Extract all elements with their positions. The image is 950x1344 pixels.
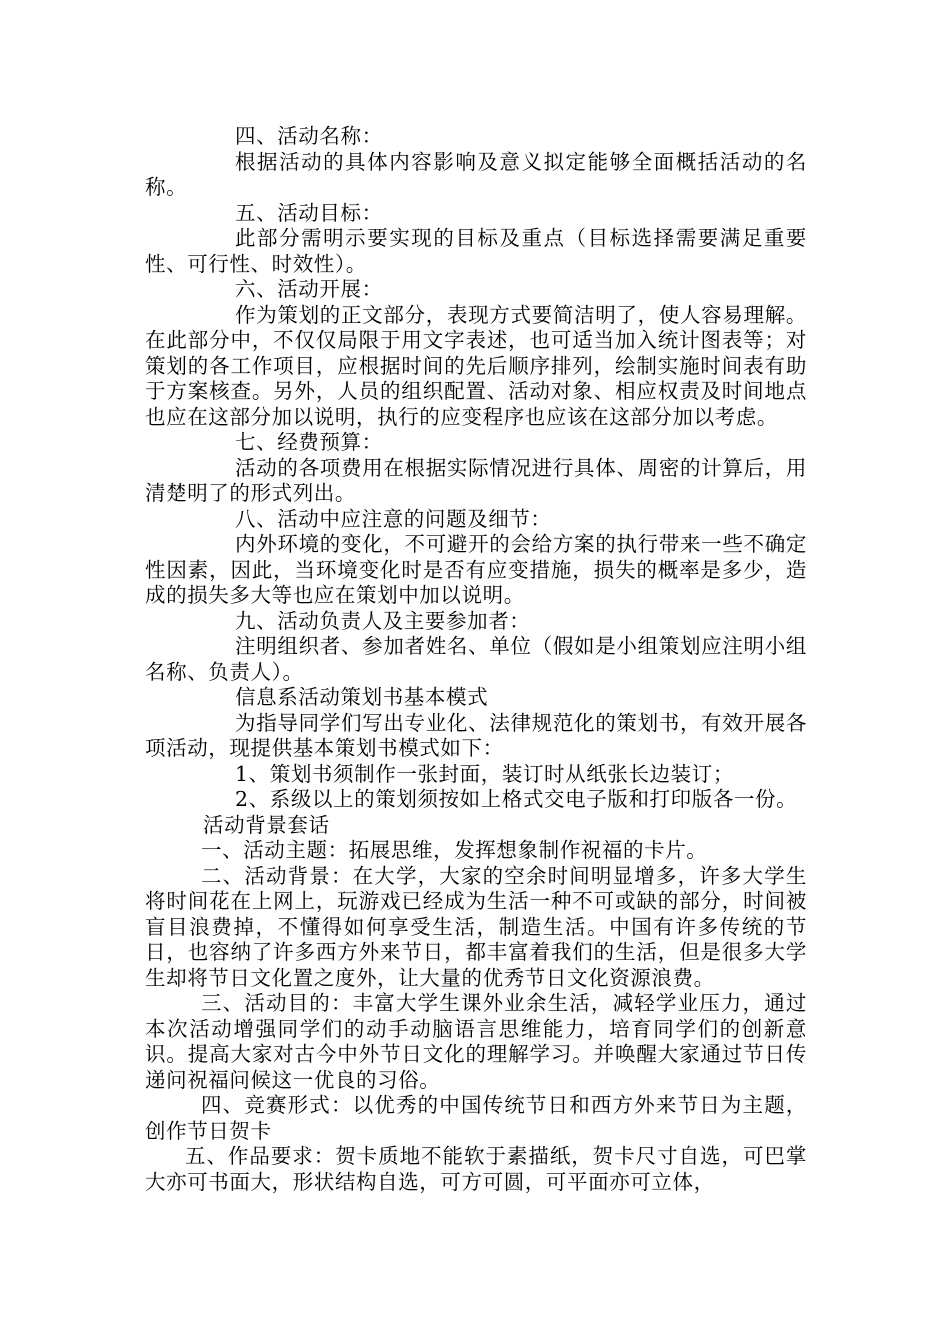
paragraph-notes: 内外环境的变化，不可避开的会给方案的执行带来一些不确定性因素，因此，当环境变化时是否有应变措施，损失的概率是多少，造成的损失多大等也应在策划中加以说明。 (145, 532, 807, 607)
paragraph-background: 二、活动背景：在大学，大家的空余时间明显增多，许多大学生将时间花在上网上，玩游戏已经成为生活一种不可或缺的部分，时间被盲目浪费掉，不懂得如何享受生活，制造生活。中国有许多传统的节日，也容纳了许多西方外来节日，都丰富着我们的生活，但是很多大学生却将节日文化置之度外，让大量的优秀节日文化资源浪费。 (145, 863, 807, 990)
heading-activity-goal: 五、活动目标： (235, 200, 383, 225)
section-title-template: 信息系活动策划书基本模式 (235, 685, 489, 709)
paragraph-responsible: 注明组织者、参加者姓名、单位（假如是小组策划应注明小组名称、负责人）。 (145, 634, 807, 684)
paragraph-theme: 一、活动主题：拓展思维，发挥想象制作祝福的卡片。 (201, 838, 708, 862)
list-item-submission: 2、系级以上的策划须按如上格式交电子版和打印版各一份。 (235, 787, 798, 811)
heading-activity-execution: 六、活动开展： (235, 277, 383, 301)
document-body (145, 124, 807, 1195)
heading-budget: 七、经费预算： (235, 430, 383, 454)
heading-notes: 八、活动中应注意的问题及细节： (235, 506, 552, 531)
paragraph-activity-name: 根据活动的具体内容影响及意义拟定能够全面概括活动的名称。 (145, 149, 807, 199)
paragraph-requirements: 五、作品要求：贺卡质地不能软于素描纸，贺卡尺寸自选，可巴掌大亦可书面大，形状结构自选，可方可圆，可平面亦可立体， (145, 1144, 807, 1194)
list-item-cover: 1、策划书须制作一张封面，装订时从纸张长边装订； (235, 761, 734, 786)
paragraph-activity-execution: 作为策划的正文部分，表现方式要简洁明了，使人容易理解。在此部分中，不仅仅局限于用文字表述，也可适当加入统计图表等；对策划的各工作项目，应根据时间的先后顺序排列，绘制实施时间表有助于方案核查。另外，人员的组织配置、活动对象、相应权责及时间地点也应在这部分加以说明，执行的应变程序也应该在这部分加以考虑。 (145, 302, 807, 429)
paragraph-purpose: 三、活动目的：丰富大学生课外业余生活，减轻学业压力，通过本次活动增强同学们的动手动脑语言思维能力，培育同学们的创新意识。提高大家对古今中外节日文化的理解学习。并唤醒大家通过节日传递问祝福问候这一优良的习俗。 (145, 991, 807, 1092)
section-title-background: 活动背景套话 (203, 812, 330, 837)
paragraph-template-intro: 为指导同学们写出专业化、法律规范化的策划书，有效开展各项活动，现提供基本策划书模式如下： (145, 710, 807, 760)
paragraph-budget: 活动的各项费用在根据实际情况进行具体、周密的计算后，用清楚明了的形式列出。 (145, 455, 807, 505)
heading-responsible: 九、活动负责人及主要参加者： (235, 608, 531, 633)
paragraph-format: 四、竞赛形式：以优秀的中国传统节日和西方外来节日为主题，创作节日贺卡 (145, 1093, 807, 1143)
paragraph-activity-goal: 此部分需明示要实现的目标及重点（目标选择需要满足重要性、可行性、时效性）。 (145, 226, 807, 276)
heading-activity-name: 四、活动名称： (235, 124, 383, 148)
